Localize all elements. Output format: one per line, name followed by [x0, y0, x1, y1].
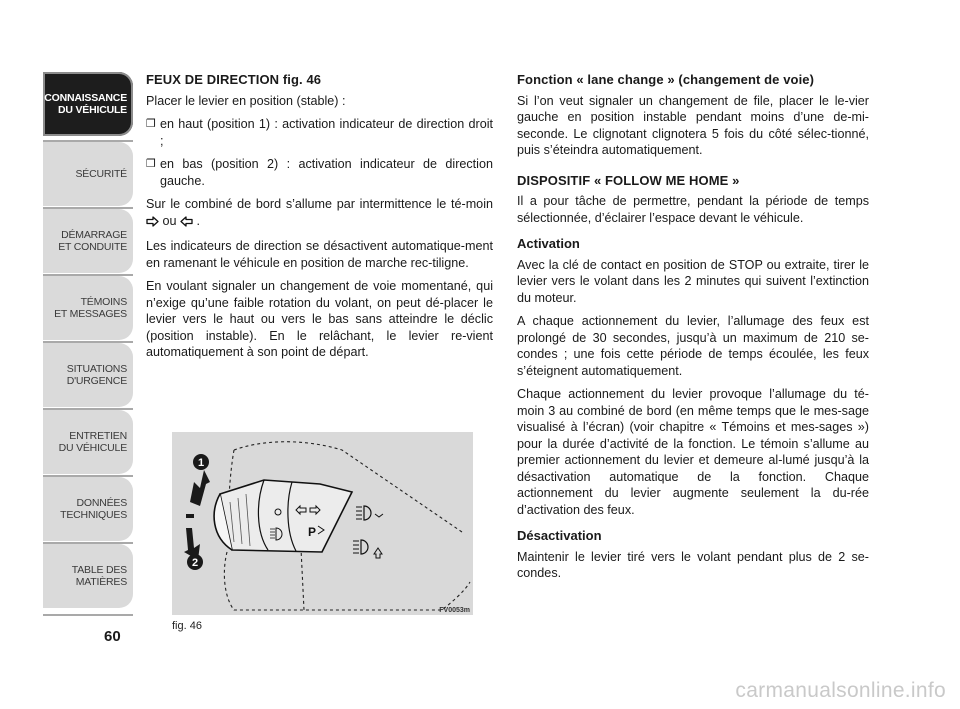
- paragraph-activation-1: Avec la clé de contact en position de STOP ou extraite, tirer le levier vers le volant dans les 2 minutes qui suivent l’extinction du moteur.: [517, 257, 869, 305]
- text-fragment: .: [193, 213, 201, 228]
- left-column: [146, 72, 493, 368]
- bullet-text: en bas (position 2) : activation indicateur de direction gauche.: [160, 157, 493, 188]
- figure-code: FV0053m: [439, 607, 470, 614]
- callout-1-label: 1: [197, 457, 205, 469]
- list-item: [146, 116, 493, 149]
- right-column: [517, 72, 869, 589]
- bullet-text: en haut (position 1) : activation indicateur de direction droit ;: [160, 117, 493, 148]
- parking-symbol: P: [308, 525, 317, 539]
- checkbox-bullet-icon: ❒: [146, 158, 156, 170]
- paragraph-follow-me-home: Il a pour tâche de permettre, pendant la période de temps sélectionnée, d’éclairer l’espace devant le véhicule.: [517, 194, 869, 225]
- right-turn-arrow-icon: [146, 215, 159, 232]
- headlight-symbol-icon: [356, 506, 383, 520]
- subheading-deactivation: Désactivation: [517, 528, 602, 543]
- paragraph-lane-change: Si l’on veut signaler un changement de file, placer le le-vier gauche en position instable pendant moins d’une de-mi-seconde. Le clignotant clignotera 5 fois du côté sélec-tionné, puis s’éteindra automatiquement.: [517, 93, 869, 157]
- figure-caption: fig. 46: [172, 620, 202, 632]
- paragraph-deactivation: Maintenir le levier tiré vers le volant pendant plus de 2 se-condes.: [517, 549, 869, 580]
- tab-connaissance-du-vehicule[interactable]: CONNAISSANCE DU VÉHICULE: [43, 72, 133, 136]
- tab-divider: [43, 614, 133, 616]
- lever-diagram: [172, 432, 473, 615]
- tab-securite[interactable]: SÉCURITÉ: [43, 142, 133, 206]
- left-turn-arrow-icon: [180, 215, 193, 232]
- figure-lever-illustration: [172, 432, 473, 615]
- tab-situations-d-urgence[interactable]: SITUATIONS D'URGENCE: [43, 343, 133, 407]
- section-heading-follow-me-home: DISPOSITIF « FOLLOW ME HOME »: [517, 172, 740, 188]
- tab-table-des-matieres[interactable]: TABLE DES MATIÈRES: [43, 544, 133, 608]
- page-number: 60: [104, 628, 121, 645]
- list-item: [146, 156, 493, 189]
- tab-demarrage-et-conduite[interactable]: DÉMARRAGE ET CONDUITE: [43, 209, 133, 273]
- paragraph-intro: Placer le levier en position (stable) :: [146, 93, 346, 108]
- tab-entretien-du-vehicule[interactable]: ENTRETIEN DU VÉHICULE: [43, 410, 133, 474]
- section-heading-turn-signals: FEUX DE DIRECTION fig. 46: [146, 72, 322, 87]
- text-fragment: Sur le combiné de bord s’allume par intermittence le té-moin: [146, 197, 493, 211]
- watermark: carmanualsonline.info: [735, 679, 946, 702]
- headlight-flash-symbol-icon: [353, 540, 382, 558]
- text-fragment: ou: [159, 213, 181, 228]
- tab-temoins-et-messages[interactable]: TÉMOINS ET MESSAGES: [43, 276, 133, 340]
- callout-2-label: 2: [191, 557, 199, 569]
- checkbox-bullet-icon: ❒: [146, 118, 156, 130]
- tab-donnees-techniques[interactable]: DONNÉES TECHNIQUES: [43, 477, 133, 541]
- subheading-activation: Activation: [517, 236, 580, 251]
- section-heading-lane-change: Fonction « lane change » (changement de voie): [517, 72, 815, 87]
- paragraph-activation-2: A chaque actionnement du levier, l’allumage des feux est prolongé de 30 secondes, jusqu’à un maximum de 210 se-condes ; une fois cette période de temps écoulée, les feux s’éteignent automatiquement.: [517, 314, 869, 378]
- paragraph-auto-deactivation: Les indicateurs de direction se désactivent automatique-ment en ramenant le véhicule en position de marche rec-tiligne.: [146, 239, 493, 270]
- paragraph-indicator-lights: [146, 196, 493, 231]
- paragraph-activation-3: Chaque actionnement du levier provoque l’allumage du té-moin 3 au combiné de bord (en même temps que le mes-sage visualisé à l’écran) (voir chapitre « Témoins et mes-sages ») pour la durée d’activité de la fonction. Le témoin s’allume au premier actionnement du levier et demeure al-lumé jusqu’à la désactivation automatique de la fonction. Chaque actionnement du levier augmente seulement la du-rée d’activation des feux.: [517, 387, 869, 517]
- paragraph-lane-change-momentary: En voulant signaler un changement de voie momentané, qui n’exige qu’une faible rotation du volant, on peut dé-placer le levier vers le haut ou vers le bas sans atteindre le déclic (position instable). En le relâchant, le levier re-vient automatiquement à son point de départ.: [146, 279, 493, 359]
